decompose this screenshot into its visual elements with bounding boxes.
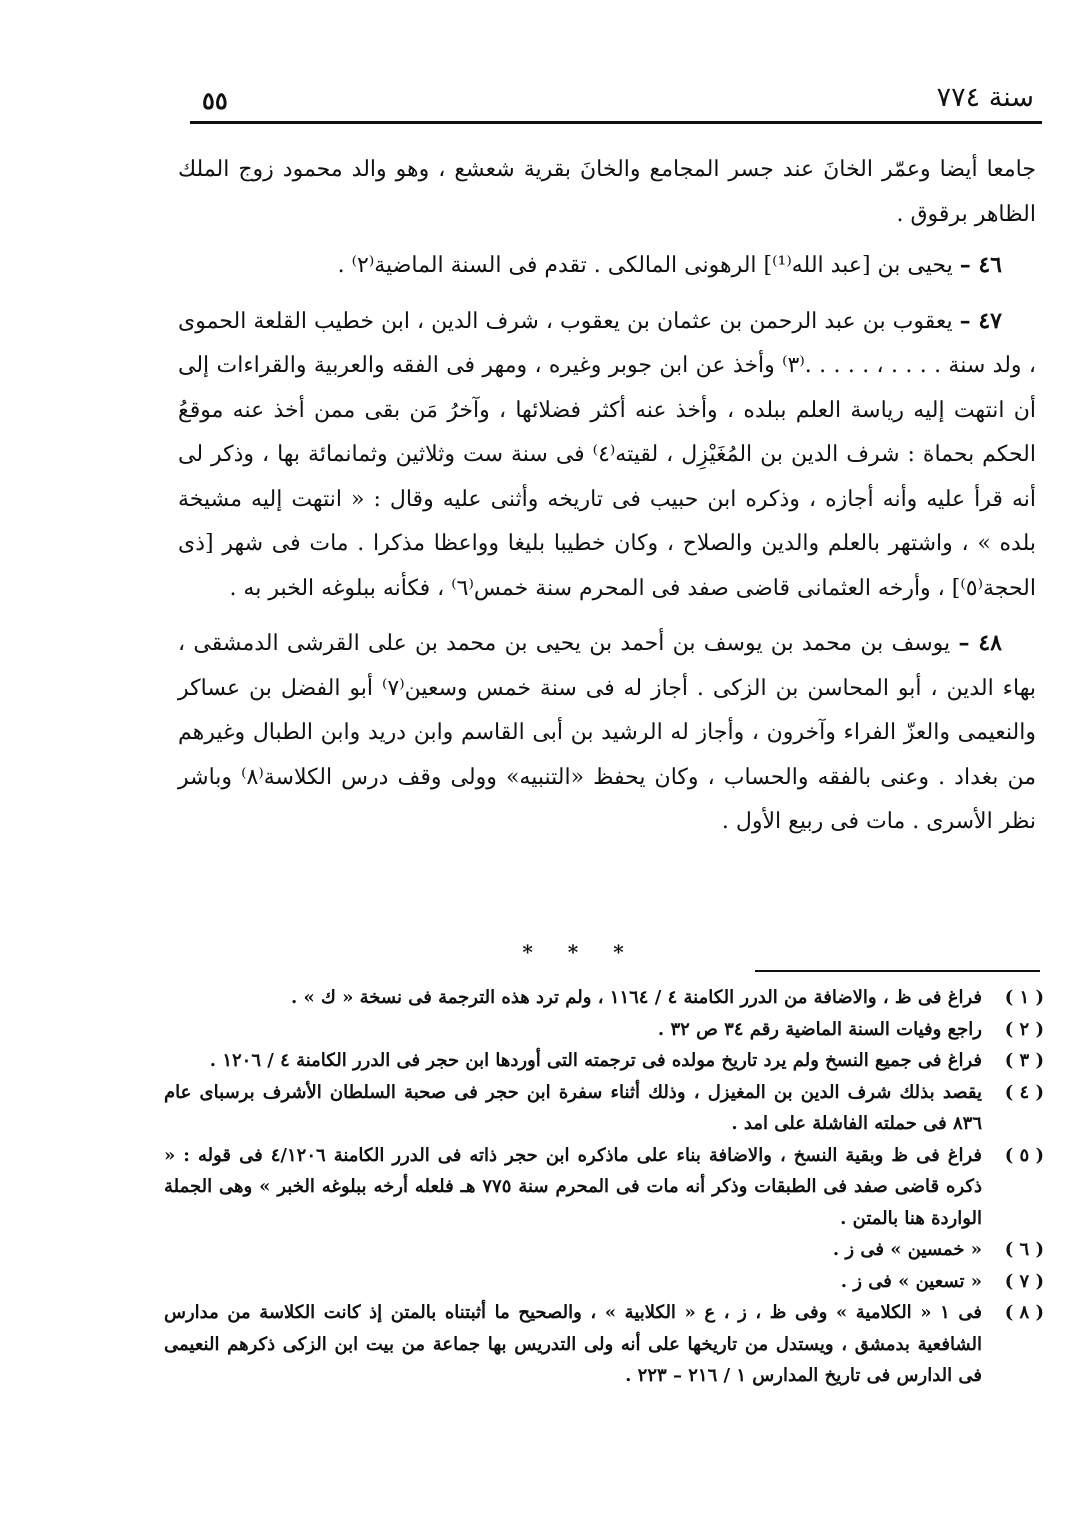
footnote xyxy=(164,1297,1044,1392)
footnote-text: يقصد بذلك شرف الدين بن المغيزل ، وذلك أثناء سفرة ابن حجر فى صحبة السلطان الأشرف برسباى عام ٨٣٦ فى حملته الفاشلة على امد . xyxy=(164,1081,982,1134)
footnote-text: فراغ فى جميع النسخ ولم يرد تاريخ مولده فى ترجمته التى أوردها ابن حجر فى الدرر الكامنة ٤ / ١٢٠٦ . xyxy=(209,1050,982,1071)
footnote-marker: ( ٥ ) xyxy=(1004,1144,1044,1166)
entry-text: يعقوب بن عبد الرحمن بن عثمان بن يعقوب ، شرف الدين ، ابن خطيب القلعة الحموى ، ولد سنة . . . . ، . . . . .⁽٣⁾ وأخذ عن ابن جوبر وغيره ، ومهر فى الفقه والعربية والقراءات إلى أن انتهت إليه رياسة العلم ببلده ، وأخذ عنه أكثر فضلائها ، وآخرُ مَن بقى ممن أخذ عنه موقعُ الحكم بحماة : شرف الدين بن المُغَيْزِل ، لقيته⁽٤⁾ فى سنة ست وثلاثين وثمانمائة بها ، وذكر لى أنه قرأ عليه وأنه أجازه ، وذكره ابن حبيب فى تاريخه وأثنى عليه وقال : « انتهت إليه مشيخة بلده » ، واشتهر بالعلم والدين والصلاح ، وكان خطيبا بليغا وواعظا مذكرا . مات فى شهر [ذى الحجة⁽٥⁾] ، وأرخه العثمانى قاضى صفد فى المحرم سنة خمس⁽٦⁾ ، فكأنه ببلوغه الخبر به . xyxy=(178,308,1036,601)
entry-number: ٤٨ – xyxy=(958,630,1002,656)
entry-text: يوسف بن محمد بن يوسف بن أحمد بن يحيى بن محمد بن على القرشى الدمشقى ، بهاء الدين ، أبو المحاسن بن الزكى . أجاز له فى سنة خمس وسعين⁽٧⁾ أبو الفضل بن عساكر والنعيمى والعزّ الفراء وآخرون ، وأجاز له الرشيد بن أبى القاسم وابن دريد وابن الطبال وغيرهم من بغداد . وعنى بالفقه والحساب ، وكان يحفظ «التنبيه» وولى وقف درس الكلاسة⁽٨⁾ وباشر نظر الأسرى . مات فى ربيع الأول . xyxy=(178,631,1036,834)
footnote xyxy=(164,1077,1044,1140)
footnote-marker: ( ٦ ) xyxy=(1004,1239,1044,1260)
section-separator: * * * xyxy=(522,940,638,964)
running-head: سنة ٧٧٤ xyxy=(936,82,1034,113)
page-header xyxy=(188,78,1040,118)
footnote xyxy=(164,1140,1044,1235)
footnote-marker: ( ٨ ) xyxy=(1004,1302,1044,1323)
footnote-marker: ( ٣ ) xyxy=(1004,1050,1044,1071)
footnotes xyxy=(164,982,1044,1392)
entry-48 xyxy=(178,621,1036,845)
entry-47 xyxy=(178,299,1036,612)
footnote xyxy=(164,1045,1044,1077)
footnote-text: فراغ فى ظ وبقية النسخ ، والاضافة بناء على ماذكره ابن حجر ذاته فى الدرر الكامنة ٤/١٢٠٦ فى قوله : « ذكره قاضى صفد فى الطبقات وذكر أنه مات فى المحرم سنة ٧٧٥ هـ فلعله أرخه ببلوغه الخبر » وهى الجملة الواردة هنا بالمتن . xyxy=(164,1144,983,1229)
main-text xyxy=(178,148,1036,855)
footnote xyxy=(164,982,1044,1014)
entry-46 xyxy=(178,243,1036,289)
footnote-marker: ( ٢ ) xyxy=(1004,1018,1044,1040)
footnote xyxy=(164,1266,1044,1298)
header-rule xyxy=(190,121,1042,124)
footnote-marker: ( ١ ) xyxy=(1004,987,1044,1008)
footnote-text: فى ١ « الكلامية » وفى ظ ، ز ، ع « الكلابية » ، والصحيح ما أثبتناه بالمتن إذ كانت الكلاسة من مدارس الشافعية بدمشق ، ويستدل من تاريخها على أنه ولى التدريس بها جماعة من بيت ابن الزكى ذكرهم النعيمى فى الدارس فى تاريخ المدارس ١ / ٢١٦ – ٢٢٣ . xyxy=(164,1302,982,1386)
footnote-rule xyxy=(755,970,1040,972)
footnote-text: فراغ فى ظ ، والاضافة من الدرر الكامنة ٤ / ١١٦٤ ، ولم ترد هذه الترجمة فى نسخة « ك » . xyxy=(290,987,982,1008)
page-number: ٥٥ xyxy=(202,86,228,115)
footnote xyxy=(164,1014,1044,1046)
intro-paragraph xyxy=(178,148,1036,237)
footnote-text: راجع وفيات السنة الماضية رقم ٣٤ ص ٣٢ . xyxy=(657,1018,982,1040)
footnote xyxy=(164,1234,1044,1266)
footnote-text: « خمسين » فى ز . xyxy=(832,1239,982,1260)
footnote-marker: ( ٤ ) xyxy=(1004,1081,1044,1103)
intro-text: جامعا أيضا وعمّر الخانَ عند جسر المجامع والخانَ بقرية شعشع ، وهو والد محمود زوج الملك الظاهر برقوق . xyxy=(178,157,1036,227)
entry-text: يحيى بن [عبد الله⁽¹⁾] الرهونى المالكى . تقدم فى السنة الماضية⁽٢⁾ . xyxy=(337,253,953,278)
entry-number: ٤٧ – xyxy=(959,307,1002,334)
footnote-text: « تسعين » فى ز . xyxy=(840,1270,982,1292)
entry-number: ٤٦ – xyxy=(959,252,1002,278)
footnote-marker: ( ٧ ) xyxy=(1004,1270,1044,1292)
